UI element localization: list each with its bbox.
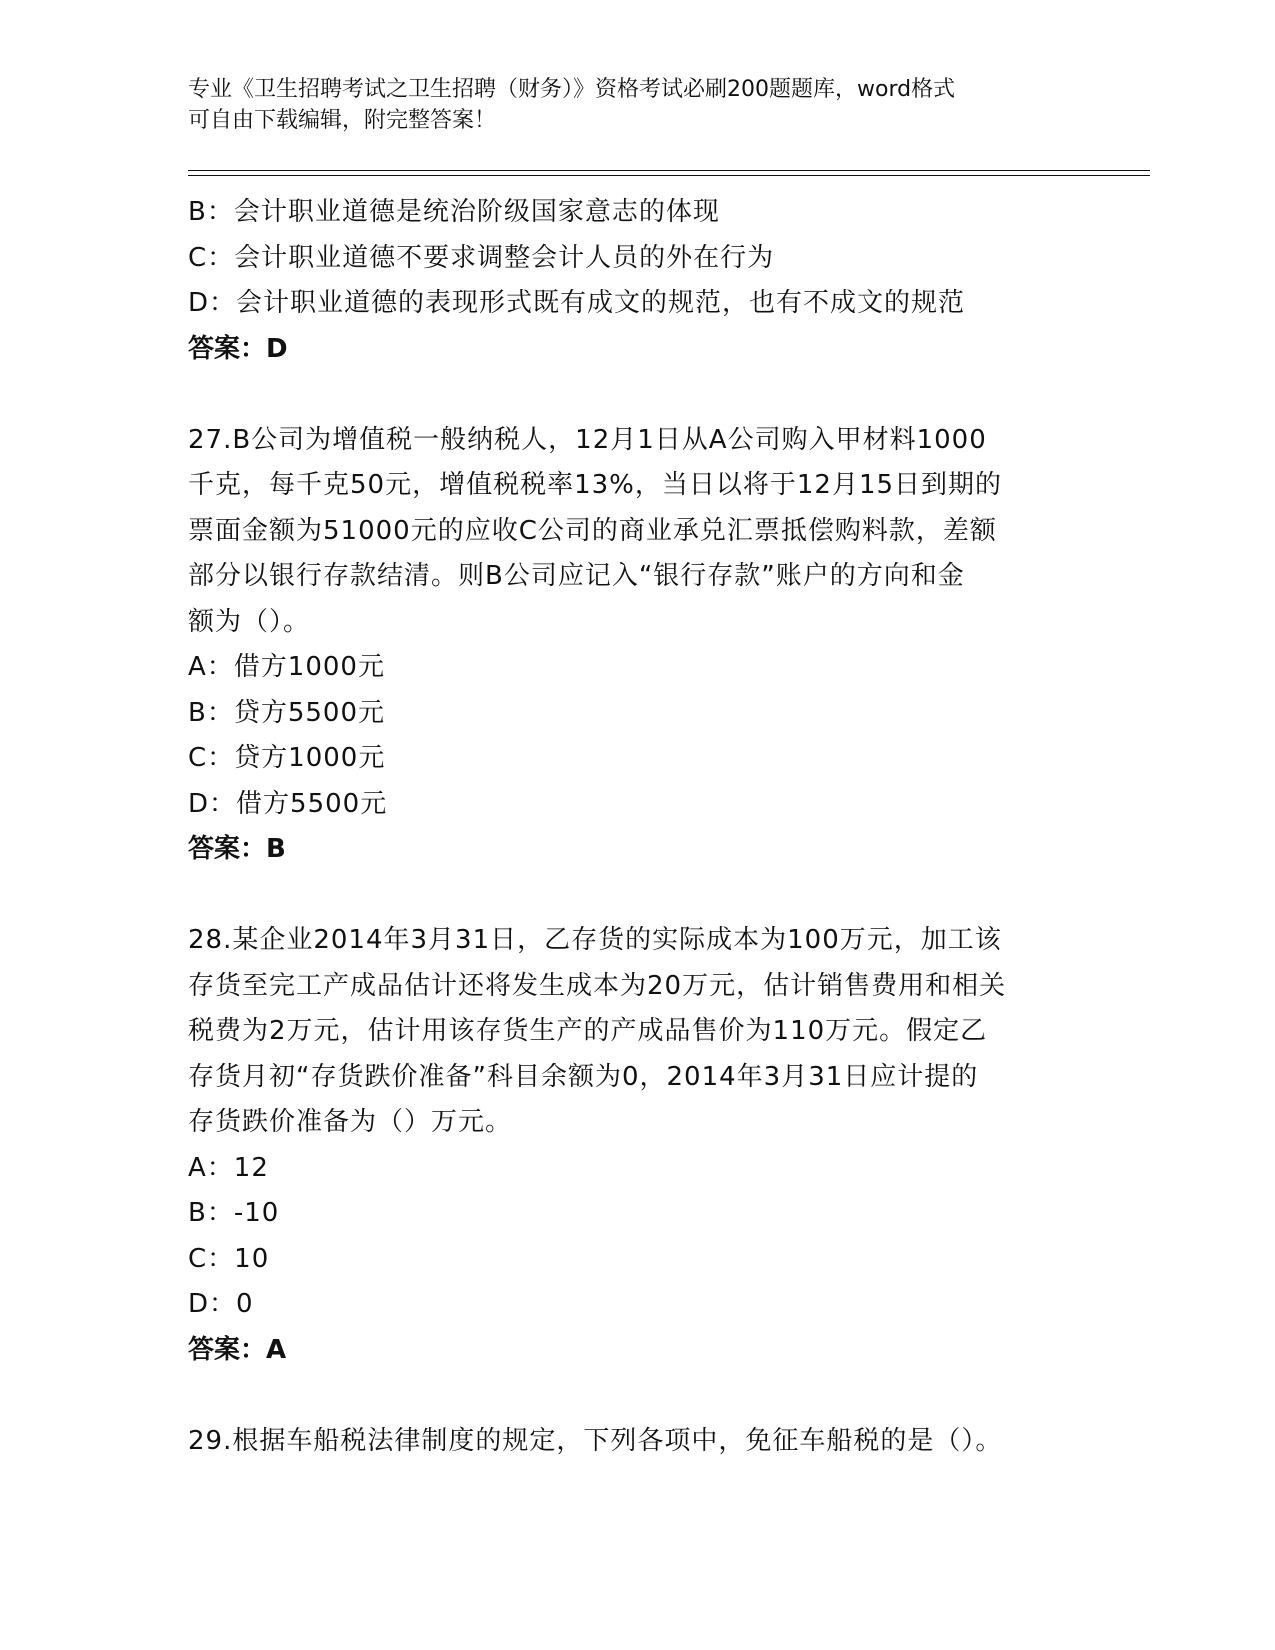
answer-label: 答案：A — [188, 1334, 287, 1365]
question-stem-line: 27.B公司为增值税一般纳税人，12月1日从A公司购入甲材料1000 — [188, 424, 987, 455]
option-b: B：-10 — [188, 1198, 280, 1228]
question-stem-line: 存货月初“存货跌价准备”科目余额为0，2014年3月31日应计提的 — [188, 1061, 979, 1092]
header-title-line-2: 可自由下载编辑，附完整答案！ — [188, 108, 497, 133]
header-title-line-1: 专业《卫生招聘考试之卫生招聘（财务）》资格考试必刷200题题库，word格式 — [188, 77, 956, 102]
question-stem-line: 额为（）。 — [188, 606, 311, 637]
question-stem-line: 千克，每千克50元，增值税税率13%，当日以将于12月15日到期的 — [188, 470, 1003, 500]
question-stem-line: 29.根据车船税法律制度的规定，下列各项中，免征车船税的是（）。 — [188, 1425, 1003, 1456]
question-stem-line: 部分以银行存款结清。则B公司应记入“银行存款”账户的方向和金 — [188, 561, 965, 591]
option-d: D：会计职业道德的表现形式既有成文的规范，也有不成文的规范 — [188, 288, 966, 318]
option-a: A：12 — [188, 1152, 269, 1183]
question-stem-line: 税费为2万元，估计用该存货生产的产成品售价为110万元。假定乙 — [188, 1016, 988, 1046]
option-d: D：0 — [188, 1289, 254, 1319]
header-divider-top — [188, 170, 1150, 171]
spacer — [188, 372, 1088, 418]
question-26-tail — [188, 190, 1088, 372]
option-c: C：10 — [188, 1243, 270, 1274]
option-b: B：贷方5500元 — [188, 697, 386, 728]
question-28 — [188, 918, 1088, 1373]
question-29 — [188, 1419, 1088, 1465]
option-c: C：贷方1000元 — [188, 743, 386, 773]
question-stem-line: 存货跌价准备为（）万元。 — [188, 1107, 513, 1137]
spacer — [188, 1373, 1088, 1419]
option-d: D：借方5500元 — [188, 788, 388, 819]
question-27 — [188, 418, 1088, 873]
answer-label: 答案：D — [188, 333, 288, 364]
document-header — [188, 74, 1068, 136]
answer-label: 答案：B — [188, 834, 286, 864]
question-stem-line: 28.某企业2014年3月31日，乙存货的实际成本为100万元，加工该 — [188, 925, 1002, 955]
option-b: B：会计职业道德是统治阶级国家意志的体现 — [188, 197, 720, 227]
question-stem-line: 票面金额为51000元的应收C公司的商业承兑汇票抵偿购料款，差额 — [188, 515, 997, 546]
option-a: A：借方1000元 — [188, 652, 385, 682]
header-divider-bottom — [188, 175, 1150, 176]
question-stem-line: 存货至完工产成品估计还将发生成本为20万元，估计销售费用和相关 — [188, 970, 1007, 1001]
spacer — [188, 873, 1088, 919]
option-c: C：会计职业道德不要求调整会计人员的外在行为 — [188, 242, 775, 273]
document-body — [188, 190, 1088, 1464]
